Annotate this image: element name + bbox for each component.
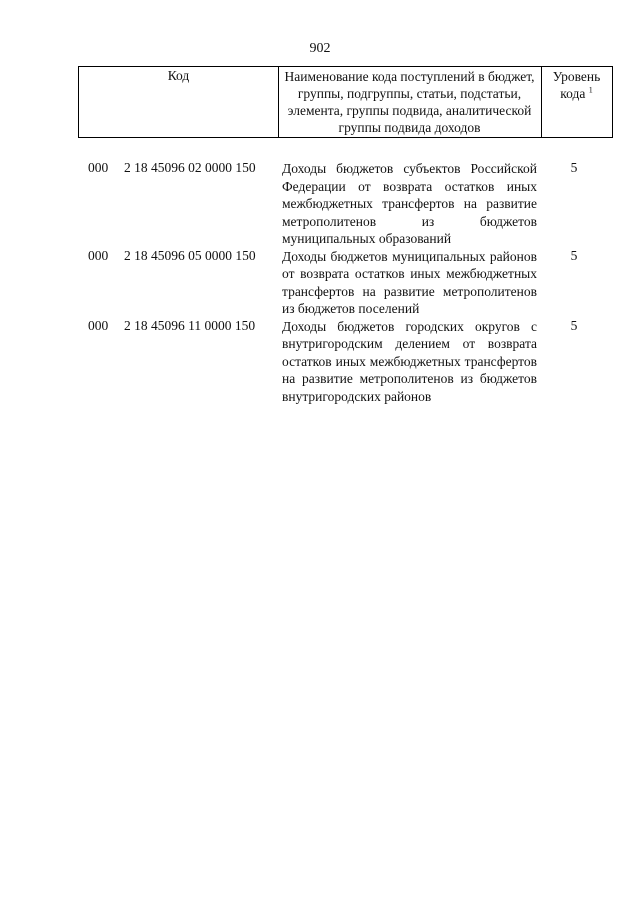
header-name-label: Наименование кода поступлений в бюджет, группы, подгруппы, статьи, подстатьи, элемента, группы подвида, аналитической группы подвида доходов: [284, 69, 535, 135]
row-code: 2 18 45096 05 0000 150: [124, 247, 256, 263]
table-header: [78, 66, 613, 138]
header-level-cell: [541, 67, 612, 137]
table-row: [0, 318, 640, 406]
row-name: Доходы бюджетов городских округов с внутригородским делением от возврата остатков иных межбюджетных трансфертов на развитие метрополитенов из бюджетов внутригородских районов: [282, 318, 537, 404]
row-name: Доходы бюджетов муниципальных районов от возврата остатков иных межбюджетных трансфертов на развитие метрополитенов из бюджетов поселений: [282, 248, 537, 316]
row-code: 2 18 45096 02 0000 150: [124, 160, 256, 175]
row-prefix: 000: [88, 247, 109, 263]
row-level: 5: [570, 317, 578, 333]
header-level-label: Уровень кода: [552, 69, 601, 101]
row-name: Доходы бюджетов субъектов Российской Федерации от возврата остатков иных межбюджетных трансфертов на развитие метрополитенов из бюджетов муниципальных образований: [282, 161, 537, 246]
row-prefix: 000: [88, 317, 109, 333]
header-level-footnote: 1: [588, 85, 593, 95]
table-row: [0, 160, 640, 248]
page-number: 902: [309, 41, 331, 56]
header-code-label: Код: [167, 68, 190, 83]
table-row: [0, 248, 640, 318]
row-prefix: 000: [88, 160, 109, 175]
header-code-cell: [79, 67, 279, 137]
row-level: 5: [570, 247, 578, 263]
row-code: 2 18 45096 11 0000 150: [124, 317, 256, 333]
table-body: [0, 160, 640, 405]
row-level: 5: [570, 160, 578, 175]
header-name-cell: [278, 67, 542, 137]
